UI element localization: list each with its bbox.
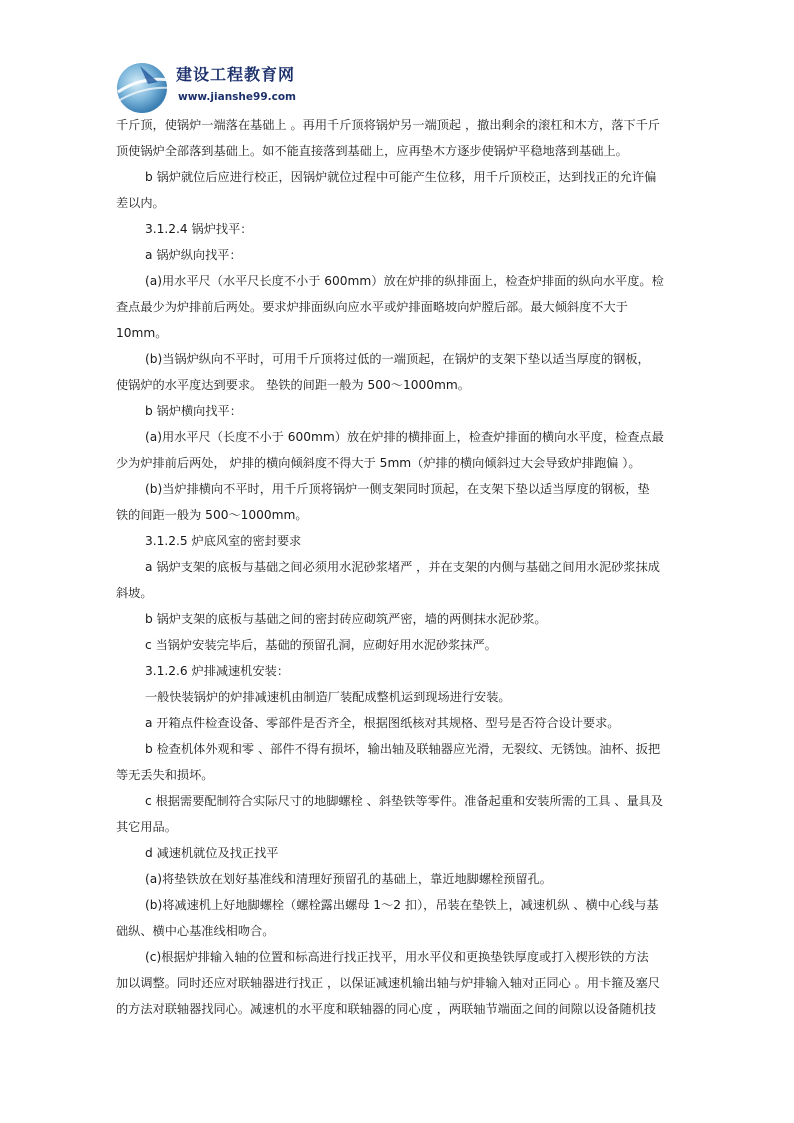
globe-logo-icon (112, 58, 182, 116)
paragraph-line: b 检查机体外观和零 、部件不得有损坏，输出轴及联轴器应光滑，无裂纹、无锈蚀。油杯、扳把 (145, 742, 661, 756)
paragraph-line: (b)当锅炉纵向不平时，可用千斤顶将过低的一端顶起，在锅炉的支架下垫以适当厚度的钢板， (145, 352, 650, 366)
paragraph-line: 一般快装锅炉的炉排减速机由制造厂装配成整机运到现场进行安装。 (145, 690, 511, 704)
paragraph-line: a 开箱点件检查设备、零部件是否齐全，根据图纸核对其规格、型号是否符合设计要求。 (145, 716, 620, 730)
paragraph-line: d 减速机就位及找正找平 (145, 846, 279, 860)
paragraph-line: (b)将减速机上好地脚螺栓（螺栓露出螺母 1～2 扣），吊装在垫铁上，减速机纵 、横中心线与基 (145, 898, 659, 912)
paragraph-line: b 锅炉就位后应进行校正，因锅炉就位过程中可能产生位移，用千斤顶校正，达到找正的允许偏 (145, 170, 657, 184)
paragraph-line: 础纵、横中心基准线相吻合。 (116, 924, 275, 938)
paragraph-line: b 锅炉支架的底板与基础之间的密封砖应砌筑严密，墙的两侧抹水泥砂浆。 (145, 612, 547, 626)
paragraph-line: a 锅炉支架的底板与基础之间必须用水泥砂浆堵严 ，并在支架的内侧与基础之间用水泥砂浆抹成 (145, 560, 660, 574)
document-body (116, 112, 702, 1022)
paragraph-line: 的方法对联轴器找同心。减速机的水平度和联轴器的同心度 ，两联轴节端面之间的间隙以设备随机技 (116, 1002, 657, 1016)
paragraph-line: 差以内。 (116, 196, 165, 210)
paragraph-line: 等无丢失和损坏。 (116, 768, 214, 782)
paragraph-line: 千斤顶，使锅炉一端落在基础上 。再用千斤顶将锅炉另一端顶起 ，撤出剩余的滚杠和木方，落下千斤 (116, 118, 660, 132)
paragraph-line: 顶使锅炉全部落到基础上。如不能直接落到基础上，应再垫木方逐步使锅炉平稳地落到基础上。 (116, 144, 628, 158)
paragraph-line: c 根据需要配制符合实际尺寸的地脚螺栓 、斜垫铁等零件。准备起重和安装所需的工具 、量具及 (145, 794, 664, 808)
paragraph-line: 3.1.2.5 炉底风室的密封要求 (145, 534, 302, 548)
paragraph-line: (a)用水平尺（水平尺长度不小于 600mm）放在炉排的纵排面上，检查炉排面的纵向水平度。检 (145, 274, 664, 288)
paragraph-line: 3.1.2.6 炉排减速机安装： (145, 664, 290, 678)
paragraph-line: 3.1.2.4 锅炉找平： (145, 222, 253, 236)
paragraph-line: (c)根据炉排输入轴的位置和标高进行找正找平，用水平仪和更换垫铁厚度或打入楔形铁的方法 (145, 950, 649, 964)
paragraph-line: 少为炉排前后两处， 炉排的横向倾斜度不得大于 5mm（炉排的横向倾斜过大会导致炉排跑偏 ）。 (116, 456, 641, 470)
paragraph-line: (a)用水平尺（长度不小于 600mm）放在炉排的横排面上，检查炉排面的横向水平度，检查点最 (145, 430, 664, 444)
paragraph-line: 加以调整。同时还应对联轴器进行找正 ，以保证减速机输出轴与炉排输入轴对正同心 。用卡箍及塞尺 (116, 976, 660, 990)
paragraph-line: 斜坡。 (116, 586, 153, 600)
paragraph-line: b 锅炉横向找平： (145, 404, 242, 418)
logo-url[interactable]: www.jianshe99.com (178, 91, 297, 103)
paragraph-line: a 锅炉纵向找平： (145, 248, 242, 262)
paragraph-line: 10mm。 (116, 326, 168, 340)
site-logo[interactable] (112, 58, 312, 116)
paragraph-line: (b)当炉排横向不平时，用千斤顶将锅炉一侧支架同时顶起，在支架下垫以适当厚度的钢板，垫 (145, 482, 650, 496)
paragraph-line: 查点最少为炉排前后两处。要求炉排面纵向应水平或炉排面略坡向炉膛后部。最大倾斜度不大于 (116, 300, 628, 314)
paragraph-line: 铁的间距一般为 500～1000mm。 (116, 508, 308, 522)
logo-title: 建设工程教育网 (176, 65, 296, 84)
paragraph-line: 使锅炉的水平度达到要求。 垫铁的间距一般为 500～1000mm。 (116, 378, 470, 392)
paragraph-line: 其它用品。 (116, 820, 177, 834)
paragraph-line: (a)将垫铁放在划好基准线和清理好预留孔的基础上，靠近地脚螺栓预留孔。 (145, 872, 552, 886)
paragraph-line: c 当锅炉安装完毕后，基础的预留孔洞，应砌好用水泥砂浆抹严。 (145, 638, 497, 652)
